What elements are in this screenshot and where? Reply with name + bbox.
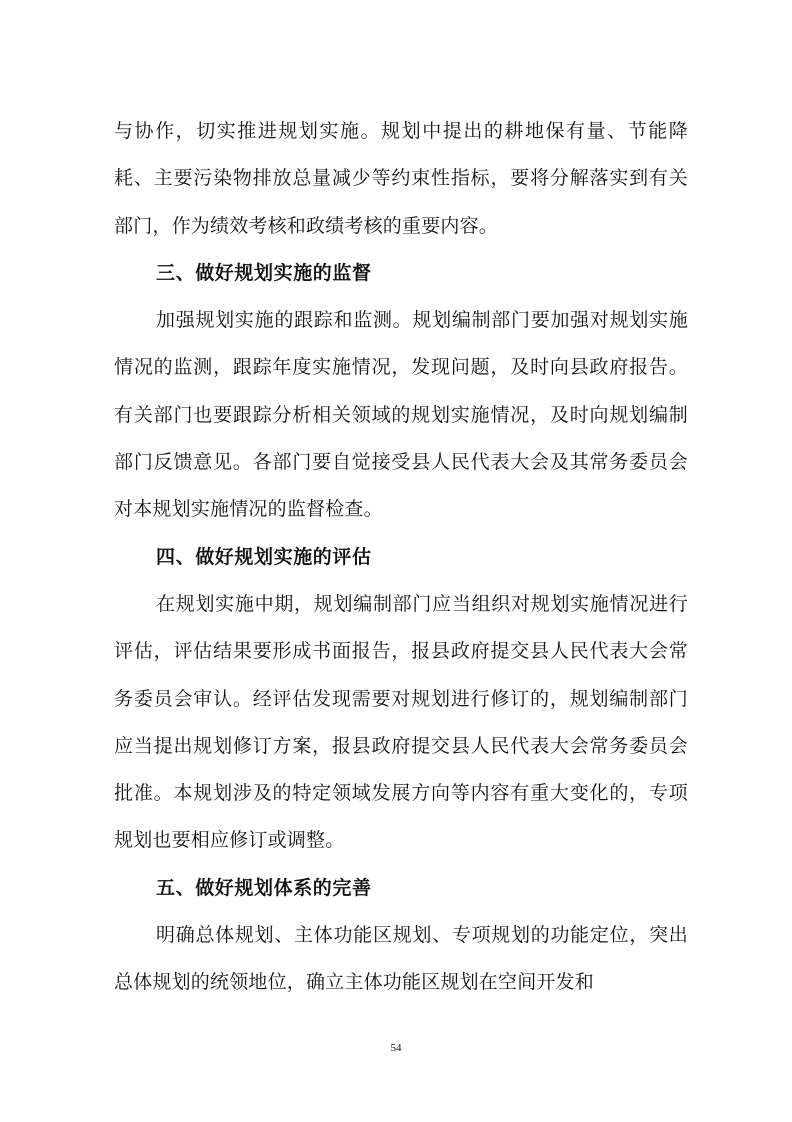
section-heading-3: 三、做好规划实施的监督 bbox=[156, 261, 372, 284]
section-heading-5: 五、做好规划体系的完善 bbox=[156, 876, 372, 899]
paragraph-supervision: 加强规划实施的跟踪和监测。规划编制部门要加强对规划实施情况的监测，跟踪年度实施情况，发现问题，及时向县政府报告。有关部门也要跟踪分析相关领域的规划实施情况，及时向规划编制部门反馈意见。各部门要自觉接受县人民代表大会及其常务委员会对本规划实施情况的监督检查。 bbox=[114, 309, 688, 521]
paragraph-evaluation: 在规划实施中期，规划编制部门应当组织对规划实施情况进行评估，评估结果要形成书面报告，报县政府提交县人民代表大会常务委员会审认。经评估发现需要对规划进行修订的，规划编制部门应当提出规划修订方案，报县政府提交县人民代表大会常务委员会批准。本规划涉及的特定领域发展方向等内容有重大变化的，专项规划也要相应修订或调整。 bbox=[114, 592, 688, 852]
page-number: 54 bbox=[390, 1042, 402, 1054]
paragraph-system: 明确总体规划、主体功能区规划、专项规划的功能定位，突出总体规划的统领地位，确立主体功能区规划在空间开发和 bbox=[114, 924, 688, 994]
paragraph-continuation: 与协作，切实推进规划实施。规划中提出的耕地保有量、节能降耗、主要污染物排放总量减少等约束性指标，要将分解落实到有关部门，作为绩效考核和政绩考核的重要内容。 bbox=[114, 120, 688, 237]
page-body bbox=[114, 108, 688, 1007]
section-heading-4: 四、做好规划实施的评估 bbox=[156, 545, 372, 568]
